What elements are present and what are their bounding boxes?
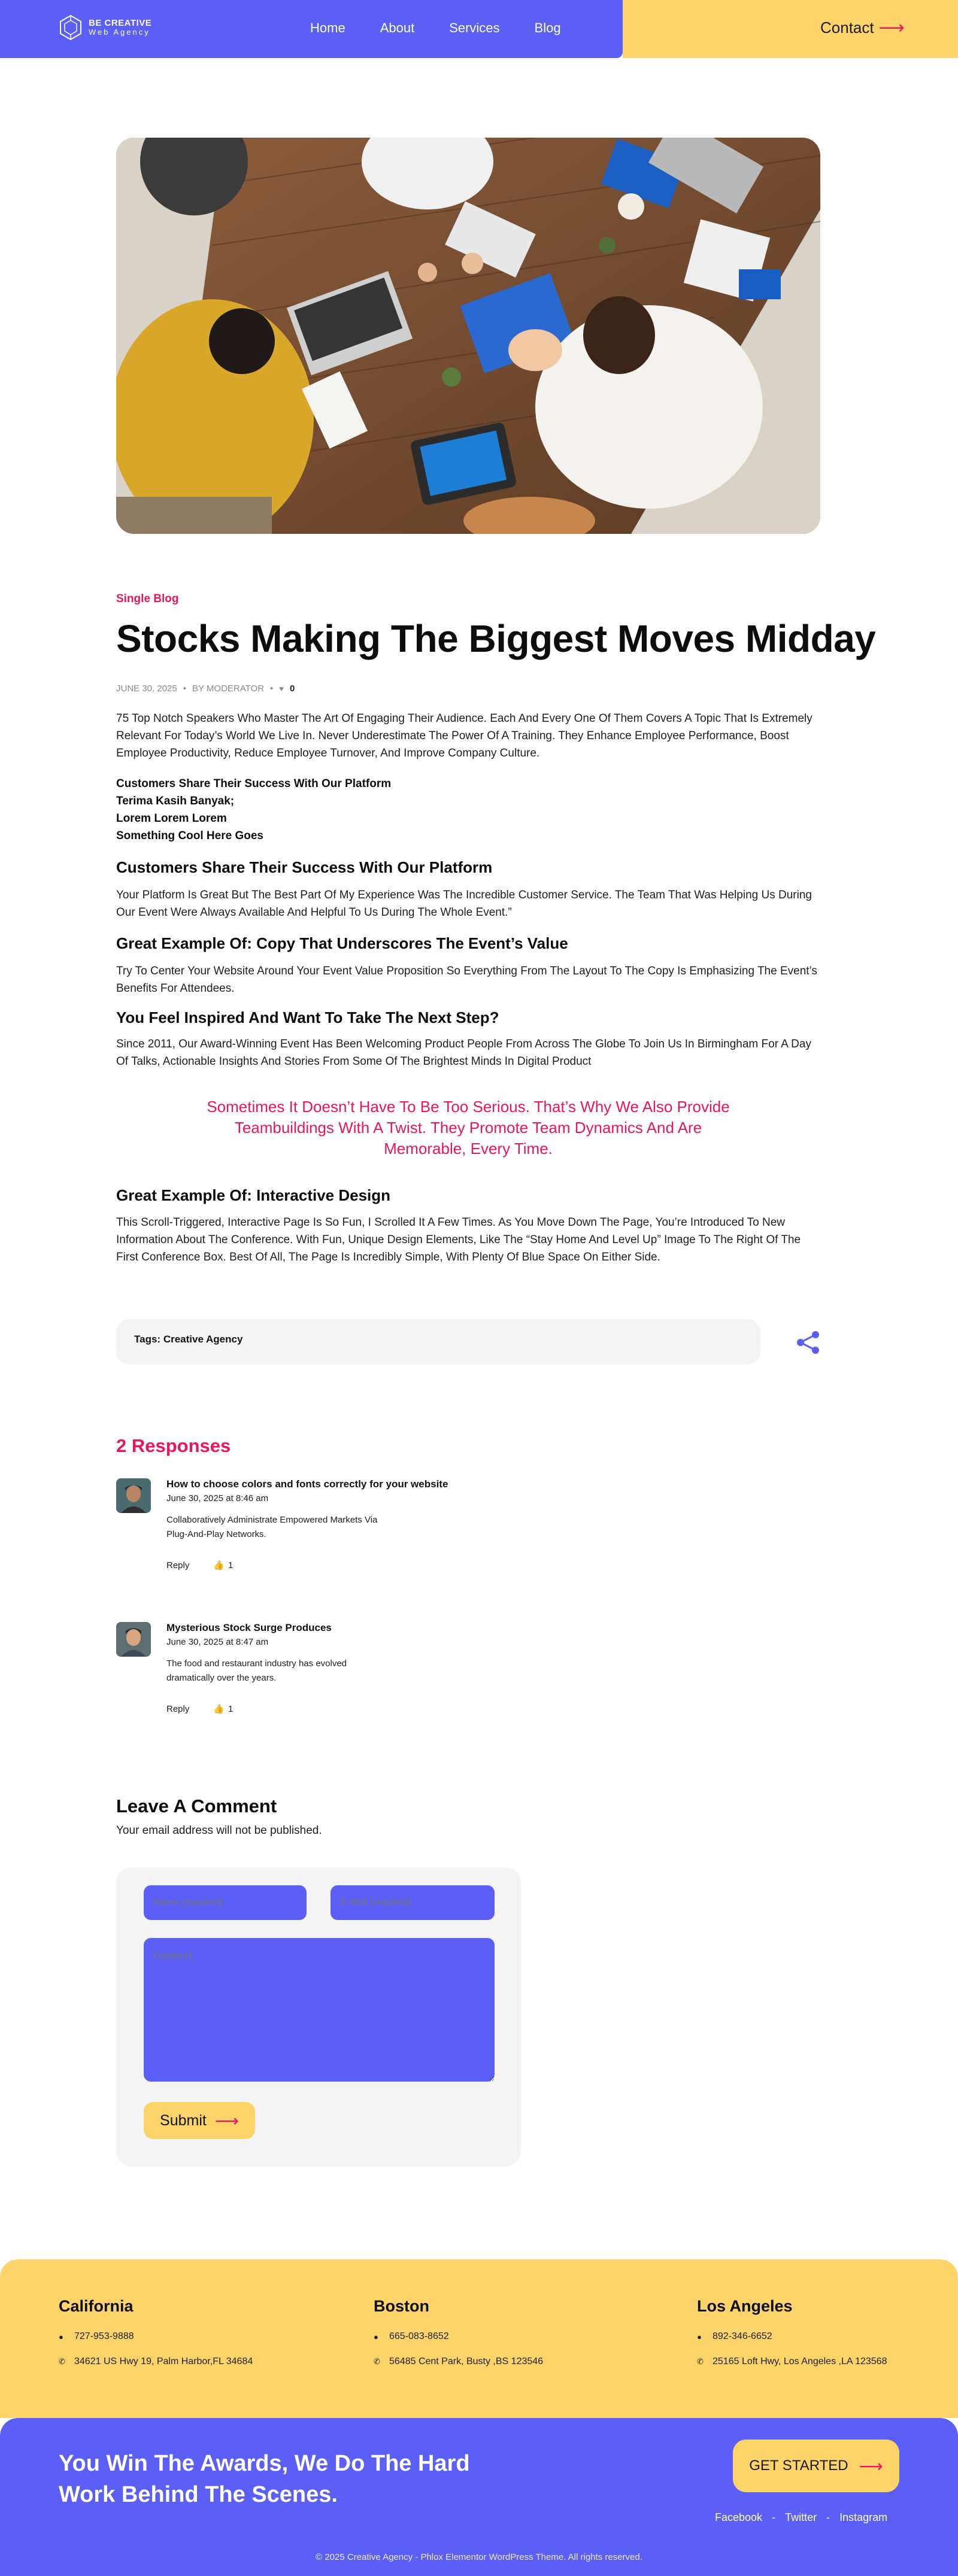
comment-textarea[interactable] <box>144 1938 495 2082</box>
arrow-right-icon: ⟶ <box>878 17 905 38</box>
comment-title[interactable]: How to choose colors and fonts correctly for your website <box>166 1478 448 1490</box>
office-city: Los Angeles <box>697 2297 793 2315</box>
social-links <box>715 2511 887 2524</box>
comment-likes: 1 <box>228 1560 234 1570</box>
logo-mark-icon <box>59 14 83 41</box>
contact-label: Contact <box>820 19 874 37</box>
section-heading: Customers Share Their Success With Our Platform <box>116 858 493 876</box>
hero-image <box>116 138 820 534</box>
pull-quote: Sometimes It Doesn’t Have To Be Too Serious. That’s Why We Also Provide Teambuildings With A Twist. They Promote Team Dynamics And Are Memorable, Every Time. <box>207 1098 730 1158</box>
office-boston <box>374 2297 543 2367</box>
leave-comment-subtitle: Your email address will not be published. <box>116 1824 322 1837</box>
office-address: 56485 Cent Park, Busty ,BS 123546 <box>389 2356 544 2367</box>
post-author[interactable]: BY MODERATOR <box>192 684 265 694</box>
leave-comment-title: Leave A Comment <box>116 1796 277 1816</box>
submit-button[interactable] <box>144 2102 255 2139</box>
bold-line: Something Cool Here Goes <box>116 830 263 842</box>
section-heading: Great Example Of: Copy That Underscores The Event’s Value <box>116 934 568 952</box>
meta-separator: • <box>183 684 186 694</box>
post-category[interactable]: Single Blog <box>116 593 179 605</box>
office-phone[interactable]: 665-083-8652 <box>389 2331 449 2341</box>
office-phone[interactable]: 727-953-9888 <box>74 2331 134 2341</box>
comment-form <box>116 1867 521 2167</box>
section-paragraph: This Scroll-Triggered, Interactive Page Is So Fun, I Scrolled It A Few Times. As You Move Down The Page, You’re Introduced To New Information About The Conference. With Fun, Unique Design Elements, Like The “Stay Home And Level Up” Image To The Right Of The First Conference Box. Best Of All, The Page Is Incredibly Simple, With Plenty Of Blue Space On Either Side. <box>116 1216 801 1263</box>
logo-line1: BE CREATIVE <box>89 18 152 29</box>
heart-icon[interactable]: ♥ <box>279 684 284 693</box>
comment-likes: 1 <box>228 1703 234 1714</box>
thumbs-up-icon[interactable]: 👍 <box>213 1560 225 1570</box>
contact-link[interactable] <box>820 19 905 37</box>
post-title: Stocks Making The Biggest Moves Midday <box>116 617 876 660</box>
thumbs-up-icon[interactable]: 👍 <box>213 1704 225 1714</box>
office-city: Boston <box>374 2297 429 2315</box>
social-twitter[interactable]: Twitter <box>785 2511 817 2523</box>
nav-services[interactable]: Services <box>449 20 500 35</box>
section-heading: Great Example Of: Interactive Design <box>116 1186 391 1204</box>
site-header <box>0 0 958 58</box>
main-nav <box>310 20 596 36</box>
name-input[interactable] <box>144 1885 307 1920</box>
office-address: 25165 Loft Hwy, Los Angeles ,LA 123568 <box>713 2356 887 2367</box>
get-started-button[interactable] <box>733 2440 899 2492</box>
section-heading: You Feel Inspired And Want To Take The Next Step? <box>116 1008 499 1026</box>
office-address: 34621 US Hwy 19, Palm Harbor,FL 34684 <box>74 2356 253 2367</box>
office-california <box>59 2297 253 2367</box>
reply-button[interactable]: Reply <box>166 1560 190 1570</box>
section-paragraph: Since 2011, Our Award-Winning Event Has Been Welcoming Product People From Across The Globe To Join Us In Birmingham For A Day Of Talks, Actionable Insights And Stories From Some Of The Brightest Minds In Digital Product <box>116 1038 811 1068</box>
bold-line: Lorem Lorem Lorem <box>116 812 227 825</box>
post-intro: 75 Top Notch Speakers Who Master The Art Of Engaging Their Audience. Each And Every One Of Them Covers A Topic That Is Extremely Relevant For Today’s World We Live In. Never Underestimate The Power Of A Training. They Enhance Employee Performance, Boost Employee Productivity, Reduce Employee Turnover, And Improve Company Culture. <box>116 712 813 760</box>
post-likes: 0 <box>290 684 295 694</box>
social-separator: - <box>826 2511 830 2523</box>
phone-icon: ✆ <box>697 2357 704 2366</box>
nav-blog[interactable]: Blog <box>534 20 561 35</box>
map-pin-icon: ● <box>697 2332 702 2341</box>
office-los-angeles <box>697 2297 887 2367</box>
reply-button[interactable]: Reply <box>166 1703 190 1714</box>
meeting-photo-illustration <box>116 138 820 534</box>
email-input[interactable] <box>331 1885 495 1920</box>
map-pin-icon: ● <box>59 2332 63 2341</box>
nav-home[interactable]: Home <box>310 20 345 35</box>
responses-title: 2 Responses <box>116 1435 231 1456</box>
social-instagram[interactable]: Instagram <box>839 2511 888 2523</box>
section-paragraph: Try To Center Your Website Around Your Event Value Proposition So Everything From The Layout To The Copy Is Emphasizing The Event’s Benefits For Attendees. <box>116 965 817 995</box>
bold-line: Customers Share Their Success With Our Platform <box>116 777 392 790</box>
header-yellow-panel <box>623 0 958 58</box>
comment-title[interactable]: Mysterious Stock Surge Produces <box>166 1622 332 1633</box>
comment-text: Collaboratively Administrate Empowered Markets Via Plug-And-Play Networks. <box>166 1515 378 1539</box>
avatar <box>116 1622 151 1657</box>
social-separator: - <box>772 2511 776 2523</box>
comment-date[interactable]: June 30, 2025 at 8:47 am <box>166 1637 269 1647</box>
nav-about[interactable]: About <box>380 20 415 35</box>
comment-date[interactable]: June 30, 2025 at 8:46 am <box>166 1493 269 1503</box>
social-facebook[interactable]: Facebook <box>715 2511 763 2523</box>
logo[interactable] <box>59 14 151 41</box>
section-paragraph: Your Platform Is Great But The Best Part Of My Experience Was The Incredible Customer Service. The Team That Was Helping Us During Our Event Were Always Available And Helpful To Us During The Whole Event.” <box>116 889 812 919</box>
footer-slogan: You Win The Awards, We Do The Hard Work Behind The Scenes. <box>59 2451 470 2507</box>
phone-icon: ✆ <box>59 2357 65 2366</box>
bold-line: Terima Kasih Banyak; <box>116 795 235 807</box>
submit-label: Submit <box>160 2112 207 2129</box>
logo-line2: Web Agency <box>89 28 150 37</box>
arrow-right-icon: ⟶ <box>859 2456 883 2475</box>
post-meta <box>116 684 295 694</box>
avatar <box>116 1478 151 1513</box>
post-date: JUNE 30, 2025 <box>116 684 177 694</box>
meta-separator: • <box>270 684 274 694</box>
get-started-label: GET STARTED <box>749 2457 848 2474</box>
tags-label: Tags: <box>134 1333 161 1345</box>
share-icon[interactable] <box>795 1330 821 1355</box>
copyright: © 2025 Creative Agency - Phlox Elementor WordPress Theme. All rights reserved. <box>316 2552 642 2562</box>
comment-text: The food and restaurant industry has evolved dramatically over the years. <box>166 1658 347 1683</box>
tag-link[interactable]: Creative Agency <box>163 1333 243 1345</box>
tags-bar <box>116 1319 760 1365</box>
office-city: California <box>59 2297 134 2315</box>
phone-icon: ✆ <box>374 2357 380 2366</box>
arrow-right-icon: ⟶ <box>214 2111 239 2130</box>
bold-list <box>116 775 820 845</box>
office-phone[interactable]: 892-346-6652 <box>713 2331 772 2341</box>
map-pin-icon: ● <box>374 2332 378 2341</box>
